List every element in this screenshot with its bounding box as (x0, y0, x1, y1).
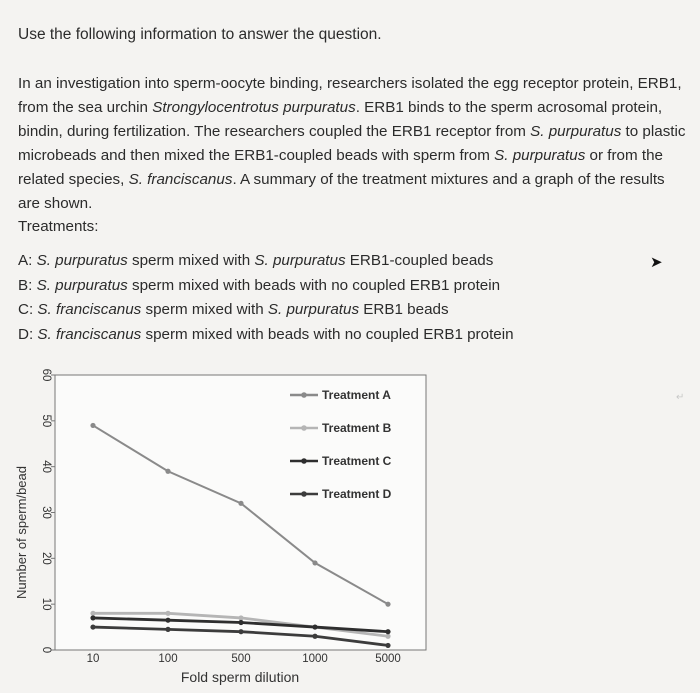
text-run: to plastic microbeads and then mixed the ERB1-coupled beads with sperm from (18, 123, 686, 164)
species-name: S. purpuratus (267, 301, 360, 318)
text-run: In an investigation into sperm-oocyte binding, researchers isolated the egg receptor protein, ERB1, from the sea urchin (18, 75, 682, 116)
text-run: B: (18, 276, 37, 294)
text-run: sperm mixed with beads with no coupled ERB1 protein (127, 276, 501, 294)
data-point (385, 643, 390, 648)
data-point (312, 624, 317, 629)
data-point (165, 618, 170, 623)
faint-mark-icon: ↵ (676, 392, 685, 403)
x-tick-label: 500 (231, 653, 251, 665)
legend-marker (301, 491, 307, 497)
text-run: sperm mixed with (127, 252, 255, 269)
legend-label: Treatment A (322, 388, 391, 402)
treatment-item (18, 298, 514, 323)
species-name: S. franciscanus (37, 325, 142, 343)
treatments-list (18, 249, 514, 347)
treatment-item (18, 274, 514, 299)
text-run: ERB1-coupled beads (345, 252, 494, 269)
y-tick-label: 60 (40, 368, 52, 382)
x-axis-title: Fold sperm dilution (180, 669, 300, 685)
plot-area (55, 375, 426, 650)
data-point (238, 615, 243, 620)
y-tick-label: 20 (40, 551, 52, 565)
text-run: C: (18, 301, 38, 318)
text-run: . ERB1 binds to the sperm acrosomal protein, bindin, during fertilization. The researchers coupled the ERB1 receptor from (18, 99, 663, 140)
legend-marker (301, 458, 307, 464)
species-name: Strongylocentrotus purpuratus (152, 99, 356, 116)
data-point (90, 624, 95, 629)
data-point (90, 423, 95, 428)
instruction-text: Use the following information to answer the question. (18, 26, 382, 43)
y-tick-label: 0 (40, 646, 52, 654)
treatment-item (18, 249, 514, 274)
y-tick-label: 40 (40, 460, 52, 474)
species-name: S. franciscanus (128, 171, 233, 188)
data-point (165, 611, 170, 616)
text-run: sperm mixed with beads with no coupled ERB1 protein (141, 325, 514, 343)
species-name: S. purpuratus (494, 147, 586, 164)
data-point (238, 501, 243, 506)
species-name: S. franciscanus (37, 301, 142, 318)
data-point (238, 620, 243, 625)
y-axis-title: Number of sperm/bead (14, 466, 29, 599)
legend-label: Treatment B (322, 421, 392, 435)
text-run: A: (18, 252, 37, 269)
x-tick-label: 5000 (375, 653, 401, 665)
text-run: sperm mixed with (141, 301, 268, 318)
data-point (312, 634, 317, 639)
data-point (90, 611, 95, 616)
treatment-item (18, 323, 514, 348)
line-chart (0, 360, 700, 693)
legend-marker (301, 425, 307, 431)
y-tick-label: 30 (40, 506, 52, 519)
text-run: or from the related species, (18, 147, 663, 188)
text-run: ERB1 beads (359, 301, 449, 318)
data-point (90, 615, 95, 620)
data-point (385, 602, 390, 607)
species-name: S. purpuratus (36, 252, 128, 269)
data-point (385, 634, 390, 639)
y-tick-label: 10 (40, 597, 52, 611)
species-name: S. purpuratus (530, 123, 622, 140)
data-point (165, 469, 170, 474)
x-tick-label: 100 (158, 653, 178, 665)
x-tick-label: 10 (86, 653, 100, 665)
legend-marker (301, 392, 307, 398)
mouse-cursor-icon: ➤ (650, 254, 663, 271)
legend-label: Treatment C (322, 454, 392, 468)
x-tick-label: 1000 (302, 653, 328, 665)
passage-text (18, 72, 688, 216)
data-point (385, 629, 390, 634)
text-run: . A summary of the treatment mixtures and a graph of the results are shown. (18, 171, 665, 212)
species-name: S. purpuratus (254, 252, 346, 269)
text-run: D: (18, 325, 38, 343)
species-name: S. purpuratus (36, 276, 128, 294)
data-point (165, 627, 170, 632)
data-point (238, 629, 243, 634)
data-point (312, 560, 317, 565)
y-tick-label: 50 (40, 414, 52, 428)
legend-label: Treatment D (322, 487, 392, 501)
treatments-heading: Treatments: (18, 218, 99, 235)
